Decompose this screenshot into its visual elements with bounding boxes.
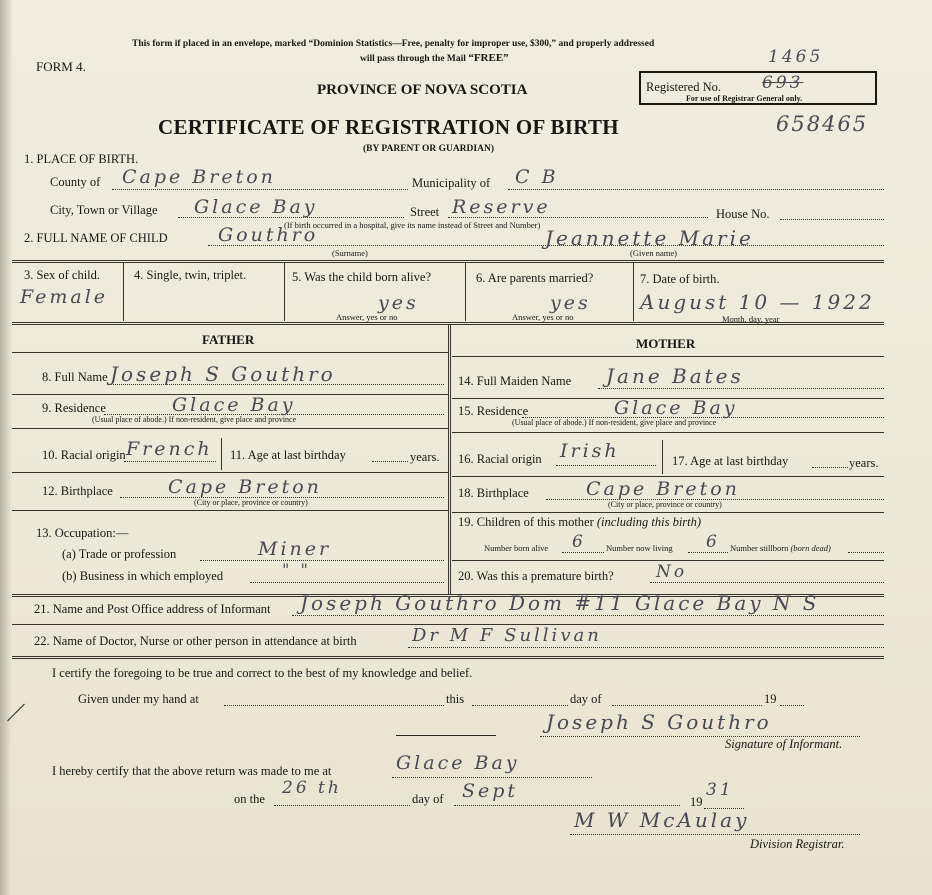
certify-statement: I certify the foregoing to be true and correct to the best of my knowledge and belief.	[52, 666, 473, 680]
children-label-note: (including this birth)	[596, 515, 702, 529]
mother-row-rule-2	[452, 432, 884, 433]
father-heading: FATHER	[202, 332, 255, 347]
registrar-place-value: Glace Bay	[396, 752, 520, 774]
on-the-label: on the	[234, 792, 265, 806]
certificate-subtitle: (BY PARENT OR GUARDIAN)	[363, 144, 494, 154]
registrar-place-line	[392, 777, 592, 778]
street-value: Reserve	[452, 196, 551, 218]
city-label: City, Town or Village	[50, 203, 158, 217]
business-value: " "	[282, 560, 311, 579]
father-row-rule-4	[12, 510, 448, 511]
this-line	[472, 705, 568, 706]
mother-heading: MOTHER	[636, 336, 696, 351]
house-number-line	[780, 219, 884, 220]
father-residence-caption: (Usual place of abode.) If non-resident, give place and province	[92, 415, 297, 424]
postage-free-label: “FREE”	[468, 52, 509, 64]
trade-label: (a) Trade or profession	[62, 547, 177, 561]
mother-heading-rule	[452, 356, 884, 357]
registrar-signature-caption: Division Registrar.	[750, 837, 845, 851]
informant-signature: Joseph S Gouthro	[546, 710, 772, 734]
single-twin-label: 4. Single, twin, triplet.	[134, 268, 247, 282]
parents-married-caption: Answer, yes or no	[512, 312, 574, 322]
given-name-caption: (Given name)	[630, 248, 677, 258]
day-of-2-line	[454, 805, 680, 806]
doctor-label: 22. Name of Doctor, Nurse or other person in attendance at birth	[34, 634, 357, 648]
separator-rule	[396, 735, 496, 736]
municipality-label: Municipality of	[412, 176, 491, 190]
municipality-value: C B	[515, 166, 559, 188]
given-under-hand-label: Given under my hand at	[78, 692, 199, 706]
parents-married-label: 6. Are parents married?	[476, 271, 594, 285]
year-line	[780, 705, 804, 706]
year-prefix: 19	[764, 692, 777, 706]
on-the-value: 26 th	[282, 778, 342, 798]
certificate-title: CERTIFICATE OF REGISTRATION OF BIRTH	[158, 115, 619, 139]
registered-number-label: Registered No.	[646, 80, 721, 94]
father-age-unit: years.	[410, 450, 440, 464]
mother-residence-value: Glace Bay	[614, 397, 738, 419]
occupation-label: 13. Occupation:—	[36, 526, 129, 540]
father-name-label: 8. Full Name	[42, 370, 108, 384]
row3-top-rule	[12, 260, 884, 263]
sex-value: Female	[20, 286, 109, 308]
mother-name-label: 14. Full Maiden Name	[458, 374, 572, 388]
mother-racial-value: Irish	[560, 440, 620, 462]
house-number-label: House No.	[716, 207, 770, 221]
born-alive-value: yes	[378, 292, 419, 314]
county-line	[112, 189, 408, 190]
registration-year-value: 31	[706, 780, 734, 800]
born-alive-count-line	[562, 552, 604, 553]
informant-value: Joseph Gouthro Dom #11 Glace Bay N S	[300, 591, 820, 615]
street-label: Street	[410, 205, 440, 219]
father-racial-line	[124, 461, 216, 462]
stillborn-label-note: (born dead)	[790, 543, 831, 553]
county-value: Cape Breton	[122, 166, 276, 188]
date-of-birth-caption: Month, day, year	[722, 314, 780, 324]
mother-age-line	[812, 467, 848, 468]
this-label: this	[446, 692, 465, 706]
day-of-2-label: day of	[412, 792, 444, 806]
father-name-value: Joseph S Gouthro	[110, 362, 336, 386]
stillborn-label-main: Number stillborn	[730, 543, 789, 553]
parents-married-value: yes	[550, 292, 591, 314]
postage-notice-line-2	[360, 52, 509, 64]
premature-value: No	[656, 562, 688, 582]
place-of-birth-label: 1. PLACE OF BIRTH.	[24, 152, 139, 166]
registered-number-corrected: 1465	[768, 47, 824, 67]
doctor-line	[408, 647, 884, 648]
form-number: FORM 4.	[36, 59, 86, 74]
children-label	[458, 515, 701, 530]
mother-birthplace-value: Cape Breton	[586, 478, 740, 500]
given-under-hand-line	[224, 705, 444, 706]
date-of-birth-value: August 10 — 1922	[640, 290, 875, 314]
mother-residence-caption: (Usual place of abode.) If non-resident, give place and province	[512, 418, 717, 427]
mother-racial-label: 16. Racial origin	[458, 452, 542, 466]
informant-label: 21. Name and Post Office address of Informant	[34, 602, 271, 616]
postage-notice-prefix: will pass through the Mail	[360, 54, 466, 64]
hospital-note: (If birth occurred in a hospital, give its name instead of Street and Number)	[284, 220, 541, 230]
father-racial-value: French	[126, 438, 213, 460]
born-alive-count-value: 6	[572, 532, 586, 552]
registrar-use-note: For use of Registrar General only.	[686, 94, 803, 103]
business-label: (b) Business in which employed	[62, 569, 224, 583]
registration-month-value: Sept	[462, 780, 519, 802]
row3-divider-1	[123, 263, 124, 321]
full-name-label: 2. FULL NAME OF CHILD	[24, 231, 168, 245]
father-row-rule-2	[12, 428, 448, 429]
parents-center-divider	[448, 325, 451, 595]
municipality-line	[508, 189, 884, 190]
business-line	[250, 582, 444, 583]
row3-divider-3	[465, 263, 466, 321]
sex-label: 3. Sex of child.	[24, 268, 101, 282]
children-label-main: 19. Children of this mother	[458, 515, 594, 529]
trade-line	[200, 560, 444, 561]
now-living-label: Number now living	[606, 543, 673, 553]
father-residence-value: Glace Bay	[172, 394, 296, 416]
doctor-value: Dr M F Sullivan	[412, 625, 602, 646]
city-value: Glace Bay	[194, 196, 318, 218]
stillborn-label	[730, 543, 831, 553]
now-living-line	[688, 552, 728, 553]
stillborn-line	[848, 552, 884, 553]
child-given-name: Jeannette Marie	[545, 226, 754, 250]
mother-age-divider	[662, 440, 663, 474]
day-of-label: day of	[570, 692, 602, 706]
mother-birthplace-label: 18. Birthplace	[458, 486, 529, 500]
informant-line	[292, 615, 884, 616]
registrar-statement: I hereby certify that the above return was made to me at	[52, 764, 332, 778]
father-age-divider	[221, 438, 222, 470]
father-birthplace-label: 12. Birthplace	[42, 484, 113, 498]
mother-residence-label: 15. Residence	[458, 404, 529, 418]
on-the-line	[274, 805, 410, 806]
born-alive-count-label: Number born alive	[484, 543, 549, 553]
mother-row-rule-4	[452, 512, 884, 513]
province-heading: PROVINCE OF NOVA SCOTIA	[317, 82, 528, 98]
left-page-edge	[0, 0, 12, 895]
date-of-birth-label: 7. Date of birth.	[640, 272, 720, 286]
day-of-line	[612, 705, 762, 706]
father-residence-label: 9. Residence	[42, 401, 106, 415]
premature-line	[650, 582, 884, 583]
born-alive-label: 5. Was the child born alive?	[292, 270, 432, 284]
registrar-signature: M W McAulay	[574, 808, 750, 832]
father-heading-rule	[12, 352, 448, 353]
father-racial-label: 10. Racial origin	[42, 448, 126, 462]
doctor-bottom-rule	[12, 656, 884, 659]
mother-name-line	[598, 388, 884, 389]
trade-value: Miner	[258, 538, 332, 560]
year-2-prefix: 19	[690, 795, 703, 809]
premature-label: 20. Was this a premature birth?	[458, 569, 614, 583]
mother-row-rule-5	[452, 560, 884, 561]
father-age-label: 11. Age at last birthday	[230, 448, 346, 462]
mother-birthplace-caption: (City or place, province or country)	[608, 500, 722, 509]
mother-name-value: Jane Bates	[606, 364, 744, 388]
born-alive-caption: Answer, yes or no	[336, 312, 398, 322]
now-living-value: 6	[706, 532, 720, 552]
mother-racial-line	[556, 465, 656, 466]
registered-number-value: 693	[762, 73, 804, 93]
child-surname: Gouthro	[218, 224, 319, 246]
registrar-signature-line	[570, 834, 860, 835]
mother-row-rule-3	[452, 476, 884, 477]
surname-caption: (Surname)	[332, 248, 368, 258]
father-row-rule-3	[12, 472, 448, 473]
father-birthplace-caption: (City or place, province or country)	[194, 498, 308, 507]
mother-age-label: 17. Age at last birthday	[672, 454, 789, 468]
county-label: County of	[50, 175, 101, 189]
father-birthplace-value: Cape Breton	[168, 476, 322, 498]
postage-notice-line-1: This form if placed in an envelope, marked “Dominion Statistics—Free, penalty for improper use, $300,” and properly addressed	[132, 39, 655, 49]
informant-signature-caption: Signature of Informant.	[725, 737, 843, 751]
row3-divider-2	[284, 263, 285, 321]
father-age-line	[372, 461, 408, 462]
row3-divider-4	[633, 263, 634, 321]
stamped-number: 658465	[776, 112, 869, 136]
mother-age-unit: years.	[849, 456, 879, 470]
